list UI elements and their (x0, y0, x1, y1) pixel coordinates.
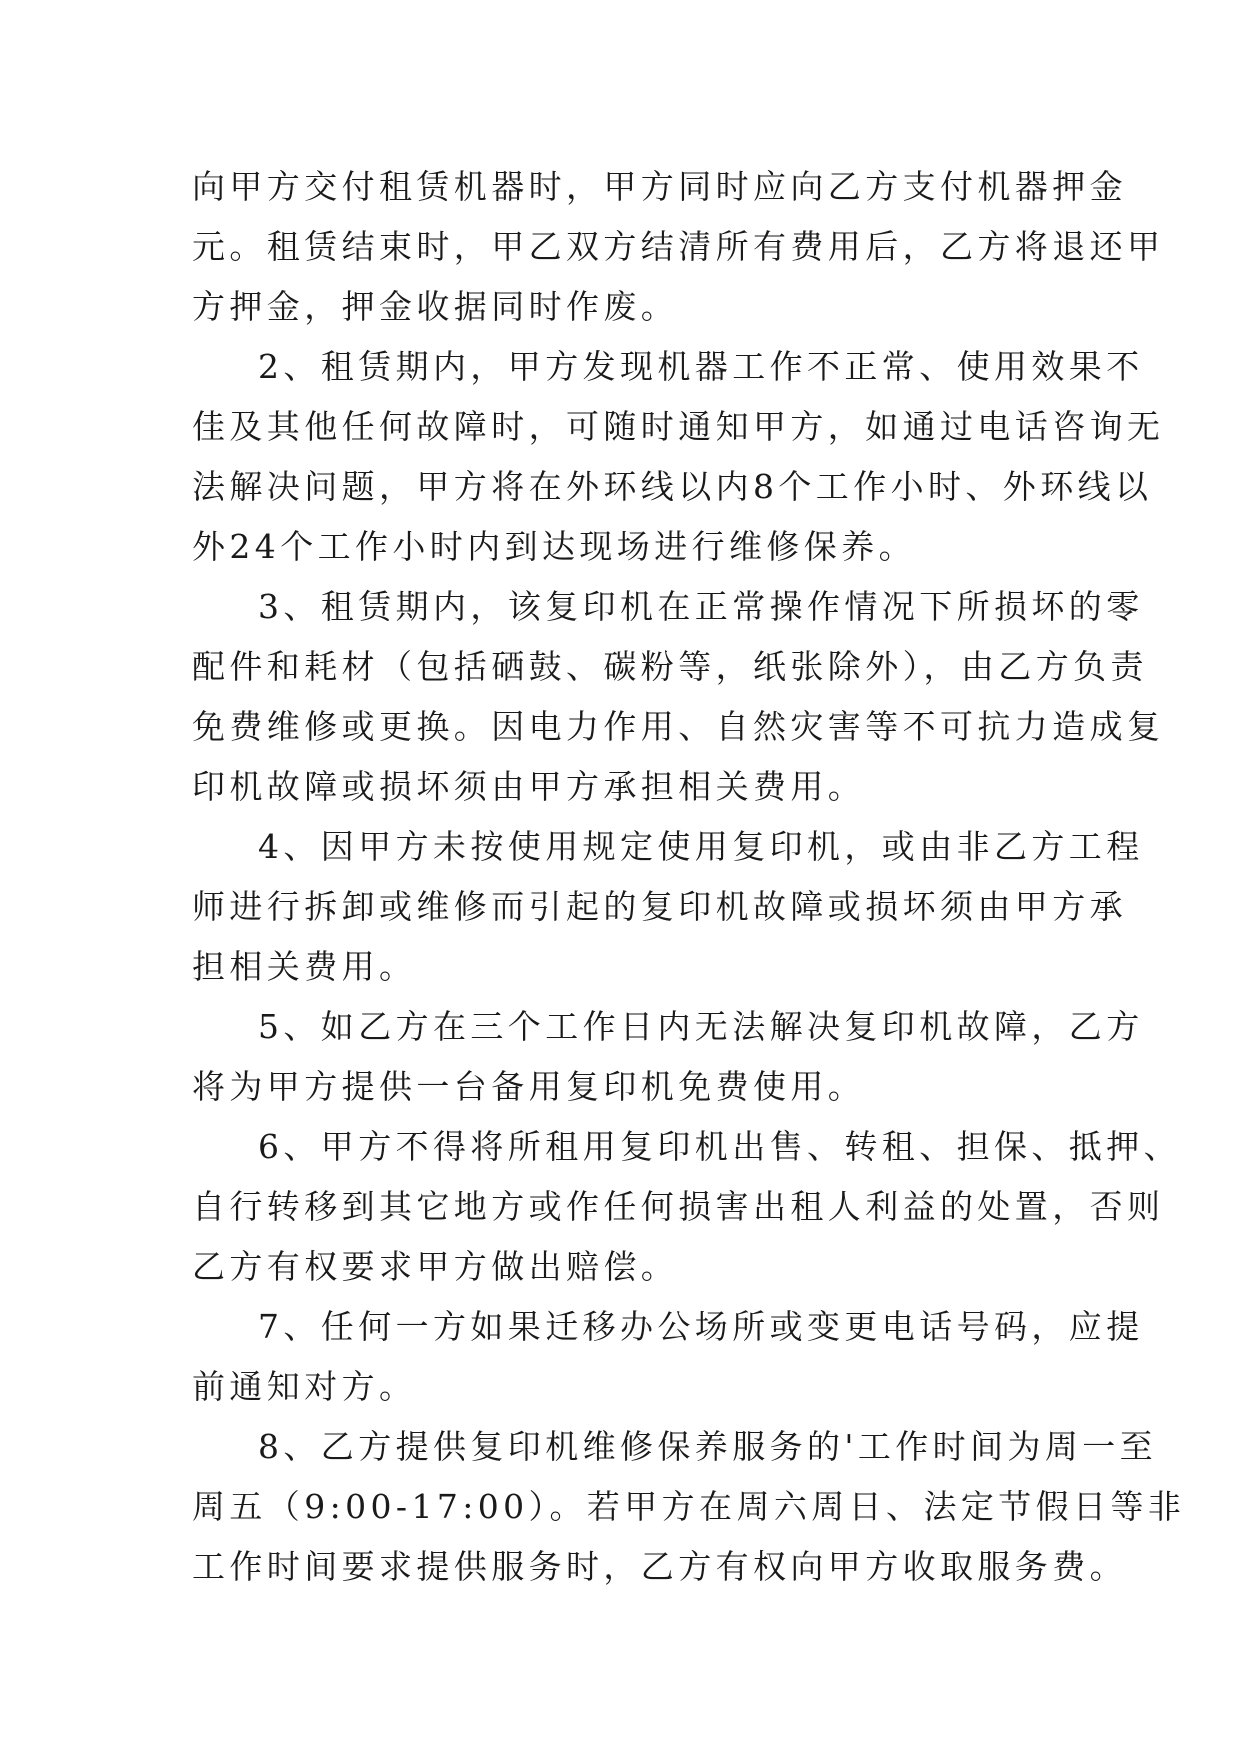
text-line: 前通知对方。 (192, 1367, 417, 1406)
text-line: 担相关费用。 (192, 947, 417, 986)
text-line: 向甲方交付租赁机器时，甲方同时应向乙方支付机器押金 (192, 167, 1127, 206)
clause-3-first-line: 3、租赁期内，该复印机在正常操作情况下所损坏的零 (258, 587, 1144, 626)
text-line: 元。租赁结束时，甲乙双方结清所有费用后，乙方将退还甲 (192, 227, 1165, 266)
text-line: 方押金，押金收据同时作废。 (192, 287, 679, 326)
text-line: 配件和耗材（包括硒鼓、碳粉等，纸张除外），由乙方负责 (192, 647, 1148, 686)
text-line: 周五（9:00-17:00）。若甲方在周六周日、法定节假日等非 (192, 1487, 1186, 1526)
text-line: 免费维修或更换。因电力作用、自然灾害等不可抗力造成复 (192, 707, 1165, 746)
text-line: 自行转移到其它地方或作任何损害出租人利益的处置，否则 (192, 1187, 1165, 1226)
clause-7-first-line: 7、任何一方如果迁移办公场所或变更电话号码，应提 (258, 1307, 1144, 1346)
text-line: 佳及其他任何故障时，可随时通知甲方，如通过电话咨询无 (192, 407, 1165, 446)
document-body (192, 157, 1186, 1597)
text-line: 工作时间要求提供服务时，乙方有权向甲方收取服务费。 (192, 1547, 1127, 1586)
clause-8-first-line: 8、乙方提供复印机维修保养服务的'工作时间为周一至 (258, 1427, 1158, 1466)
clause-2-first-line: 2、租赁期内，甲方发现机器工作不正常、使用效果不 (258, 347, 1144, 386)
text-line: 乙方有权要求甲方做出赔偿。 (192, 1247, 679, 1286)
text-line: 法解决问题，甲方将在外环线以内8个工作小时、外环线以 (192, 467, 1153, 506)
text-line: 将为甲方提供一台备用复印机免费使用。 (192, 1067, 866, 1106)
text-line: 外24个工作小时内到达现场进行维修保养。 (192, 527, 916, 566)
clause-6-first-line: 6、甲方不得将所租用复印机出售、转租、担保、抵押、 (258, 1127, 1181, 1166)
text-line: 师进行拆卸或维修而引起的复印机故障或损坏须由甲方承 (192, 887, 1127, 926)
clause-5-first-line: 5、如乙方在三个工作日内无法解决复印机故障，乙方 (258, 1007, 1144, 1046)
text-line: 印机故障或损坏须由甲方承担相关费用。 (192, 767, 866, 806)
clause-4-first-line: 4、因甲方未按使用规定使用复印机，或由非乙方工程 (258, 827, 1144, 866)
